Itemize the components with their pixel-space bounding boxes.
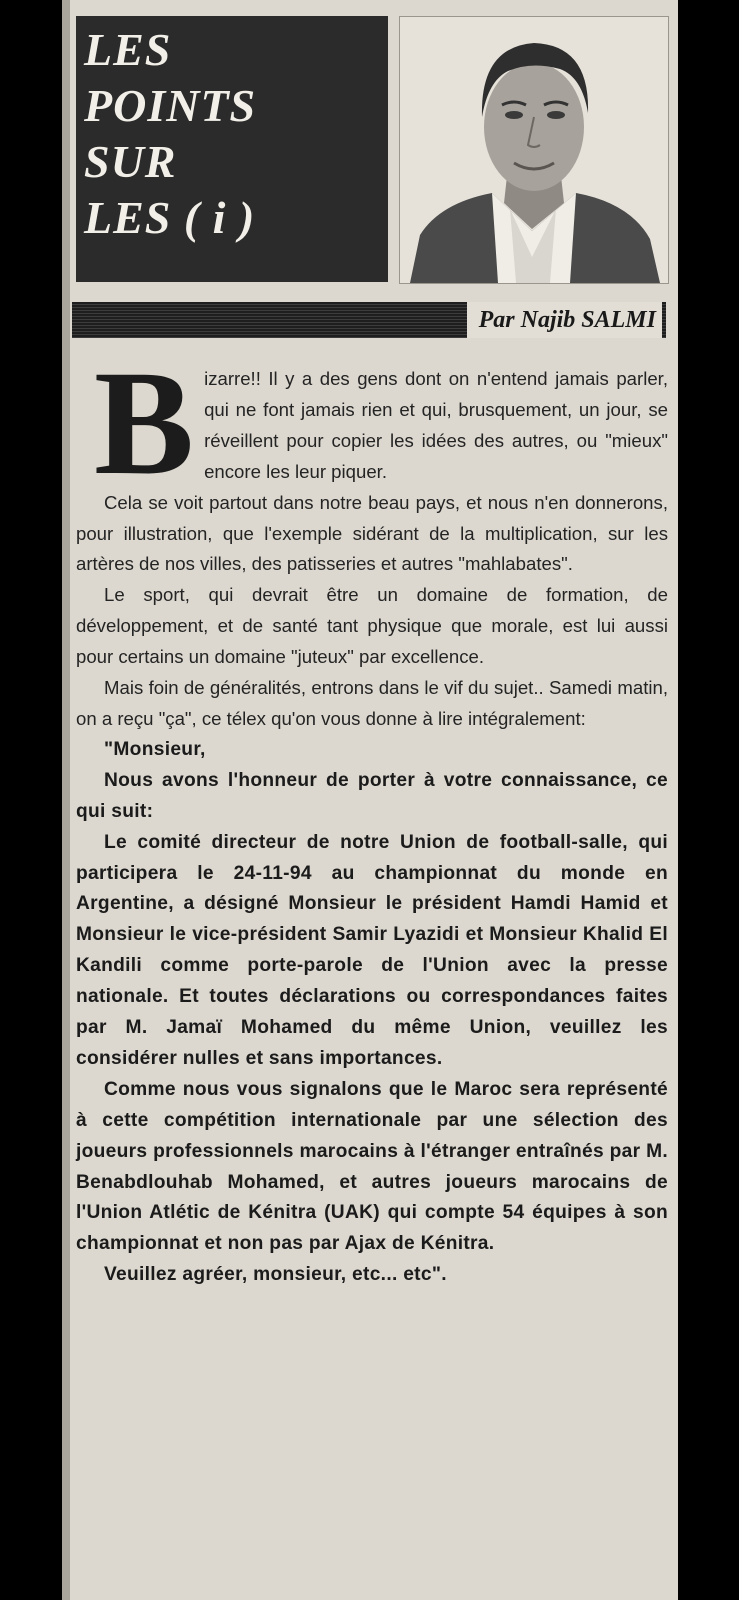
telex-closing: Veuillez agréer, monsieur, etc... etc". [104, 1264, 447, 1286]
telex-paragraph: Comme nous vous signalons que le Maroc sera représenté à cette compétition internationale par une sélection des joueurs professionnels marocains à l'étranger entraînés par M. Benabdlouhab Mohamed, et autres joueurs marocains de l'Union Atlétic de Kénitra (UAK) qui compte 54 équipes à son championnat et non pas par Ajax de Kénitra. [76, 1078, 668, 1255]
author-photo [399, 16, 669, 284]
article-paragraph [76, 340, 668, 506]
article-body [76, 340, 668, 1291]
author-portrait-image [400, 17, 668, 283]
article-paragraph: Cela se voit partout dans notre beau pays, et nous n'en donnerons, pour illustration, que l'exemple sidérant de la multiplication, sur les artères de nos villes, des patisseries et autres "mahlabates". [76, 491, 668, 575]
column-title-line: SUR [84, 136, 177, 187]
column-title-line: LES ( i ) [84, 192, 256, 243]
newspaper-clipping [62, 0, 678, 1600]
paragraph-text: izarre!! Il y a des gens dont on n'entend jamais parler, qui ne font jamais rien et qui, brusquement, un jour, se réveillent pour copier les idées des autres, ou "mieux" encore les leur piquer. [204, 368, 668, 482]
drop-cap: B [94, 340, 195, 506]
column-title [84, 22, 256, 246]
telex-salutation: "Monsieur, [104, 738, 206, 760]
byline-bar [72, 302, 666, 338]
article-paragraph: Le sport, qui devrait être un domaine de formation, de développement, et de santé tant physique que morale, est lui aussi pour certains un domaine "juteux" par excellence. [76, 584, 668, 668]
column-title-line: POINTS [84, 80, 257, 131]
column-title-line: LES [84, 24, 172, 75]
author-byline: Par Najib SALMI [467, 302, 662, 338]
column-title-box [76, 16, 388, 282]
telex-paragraph: Le comité directeur de notre Union de football-salle, qui participera le 24-11-94 au championnat du monde en Argentine, a désigné Monsieur le président Hamdi Hamid et Monsieur le vice-président Samir Lyazidi et Monsieur Khalid El Kandili comme porte-parole de l'Union avec la presse nationale. Et toutes déclarations ou correspondances faites par M. Jamaï Mohamed du même Union, veuillez les considérer nulles et sans importances. [76, 831, 668, 1069]
telex-paragraph: Nous avons l'honneur de porter à votre connaissance, ce qui suit: [76, 769, 668, 822]
article-paragraph: Mais foin de généralités, entrons dans le vif du sujet.. Samedi matin, on a reçu "ça", ce télex qu'on vous donne à lire intégralement: [76, 677, 668, 729]
